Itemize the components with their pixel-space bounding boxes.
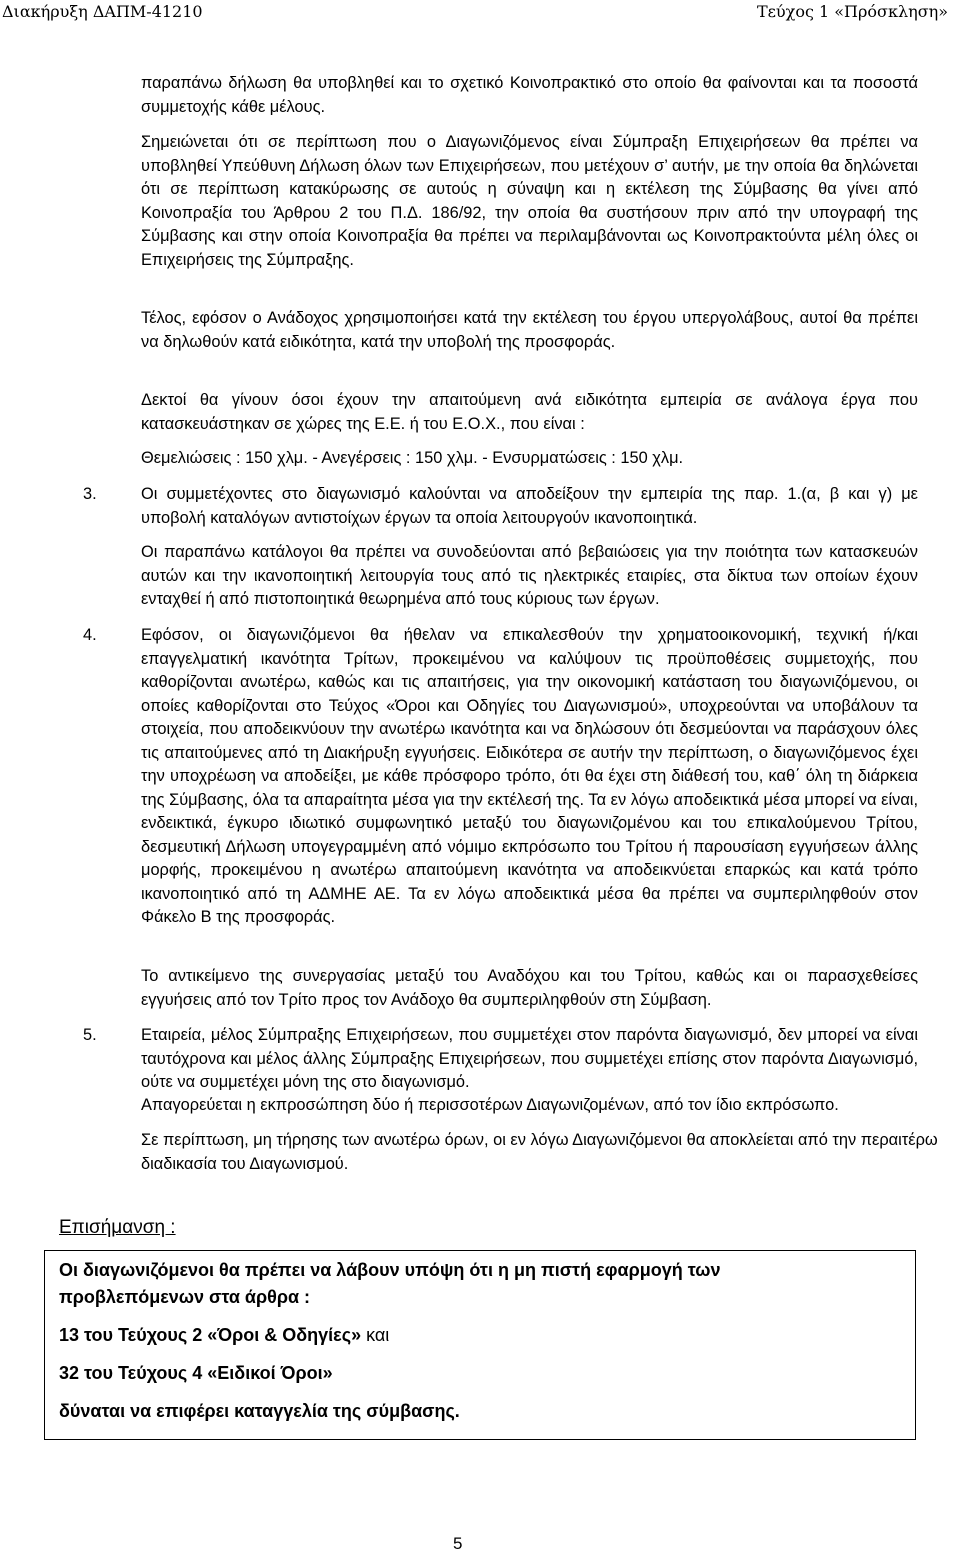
page-number: 5	[453, 1534, 463, 1553]
paragraph-consortium-agreement: παραπάνω δήλωση θα υποβληθεί και το σχετικό Κοινοπρακτικό στο οποίο θα φαίνονται και τα ποσοστά συμμετοχής κάθε μέλους.	[141, 74, 918, 116]
notice-line-5: δύναται να επιφέρει καταγγελία της σύμβασης.	[59, 1401, 460, 1421]
notice-line-1: Οι διαγωνιζόμενοι θα πρέπει να λάβουν υπόψη ότι η μη πιστή εφαρμογή των	[59, 1260, 721, 1280]
notice-line-3	[59, 1323, 389, 1347]
notice-and: και	[361, 1325, 390, 1345]
paragraph-experience-lengths: Θεμελιώσεις : 150 χλμ. - Ανεγέρσεις : 150 χλμ. - Ενσυρματώσεις : 150 χλμ.	[141, 449, 684, 467]
paragraph-item-4: Εφόσον, οι διαγωνιζόμενοι θα ήθελαν να επικαλεσθούν την χρηματοοικονομική, τεχνική ή/και επαγγελματική ικανότητα Τρίτων, προκειμένου να καλύψουν τις προϋποθέσεις συμμετοχής, που καθορίζονται ανωτέρω, καθώς και τις απαιτήσεις, για την οικονομική κατάσταση του διαγωνιζόμενου, οι οποίες καθορίζονται στο Τεύχος «Όροι και Οδηγίες του Διαγωνισμού», υποχρεούνται να υποβάλουν τα στοιχεία, που αποδεικνύουν την ανωτέρω ικανότητα και να δηλώσουν ότι δεσμεύονται να παράσχουν όλες τις απαιτούμενες από τη Διακήρυξη εγγυήσεις. Ειδικότερα σε αυτήν την περίπτωση, ο διαγωνιζόμενος έχει την υποχρέωση να αποδείξει, με κάθε πρόσφορο τρόπο, ότι θα έχει στη διάθεσή του, καθ΄ όλη τη διάρκεια της Σύμβασης, όλα τα απαραίτητα μέσα για την εκτέλεσή της. Τα εν λόγω αποδεικτικά μέσα μπορεί να είναι, ενδεικτικά, έγκυρο ιδιωτικό συμφωνητικό μεταξύ του διαγωνιζομένου και του επικαλούμενου Τρίτου, δεσμευτική Δήλωση υπογεγραμμένη από νόμιμο εκπρόσωπο του Τρίτου ή παρουσίαση εγγυήσεων άλλης μορφής, προκειμένου η ανωτέρω απαιτούμενη ικανότητα να αποδεικνύεται επαρκώς και κατά τρόπο ικανοποιητικό από τη ΑΔΜΗΕ ΑΕ. Τα εν λόγω αποδεικτικά μέσα θα πρέπει να συμπεριληφθούν στον Φάκελο Β της προσφοράς.	[141, 626, 918, 926]
paragraph-exclusion: Σε περίπτωση, μη τήρησης των ανωτέρω όρων, οι εν λόγω Διαγωνιζόμενοι θα αποκλείεται από την περαιτέρω διαδικασία του Διαγωνισμού.	[141, 1131, 938, 1173]
paragraph-subcontractors: Τέλος, εφόσον ο Ανάδοχος χρησιμοποιήσει κατά την εκτέλεση του έργου υπεργολάβους, αυτοί θα πρέπει να δηλωθούν κατά ειδικότητα, κατά την υποβολή της προσφοράς.	[141, 309, 918, 351]
paragraph-representation: Απαγορεύεται η εκπροσώπηση δύο ή περισσοτέρων Διαγωνιζομένων, από τον ίδιο εκπρόσωπο.	[141, 1096, 839, 1114]
paragraph-third-party: Το αντικείμενο της συνεργασίας μεταξύ του Αναδόχου και του Τρίτου, καθώς και οι παρασχεθείσες εγγυήσεις από τον Τρίτο προς τον Ανάδοχο θα συμπεριληφθούν στη Σύμβαση.	[141, 967, 918, 1009]
paragraph-item-3: Οι συμμετέχοντες στο διαγωνισμό καλούνται να αποδείξουν την εμπειρία της παρ. 1.(α, β και γ) με υποβολή καταλόγων αντιστοίχων έργων τα οποία λειτουργούν ικανοποιητικά.	[141, 485, 918, 527]
notice-title: Επισήμανση :	[59, 1217, 176, 1238]
item-number-4: 4.	[83, 626, 97, 644]
paragraph-certificates: Οι παραπάνω κατάλογοι θα πρέπει να συνοδεύονται από βεβαιώσεις για την ποιότητα των κατασκευών αυτών και την ικανοποιητική λειτουργία τους από τις ηλεκτρικές εταιρίες, στα δίκτυα των οποίων έχουν ενταχθεί ή από πιστοποιητικά θεωρημένα από τους κύριους των έργων.	[141, 543, 918, 608]
item-number-5: 5.	[83, 1026, 97, 1044]
notice-article-32: 32 του Τεύχους 4 «Ειδικοί Όροι»	[59, 1363, 333, 1383]
paragraph-experience: Δεκτοί θα γίνουν όσοι έχουν την απαιτούμενη ανά ειδικότητα εμπειρία σε ανάλογα έργα που κατασκευάστηκαν σε χώρες της Ε.Ε. ή του Ε.Ο.Χ., που είναι :	[141, 391, 918, 433]
notice-box	[44, 1250, 916, 1440]
paragraph-joint-venture: Σημειώνεται ότι σε περίπτωση που ο Διαγωνιζόμενος είναι Σύμπραξη Επιχειρήσεων θα πρέπει να υποβληθεί Υπεύθυνη Δήλωση όλων των Επιχειρήσεων, που μετέχουν σ’ αυτήν, με την οποία θα δηλώνεται ότι σε περίπτωση κατακύρωσης σε αυτούς η σύναψη και η εκτέλεση της Σύμβασης θα γίνει από Κοινοπραξία του Άρθρου 2 του Π.Δ. 186/92, την οποία θα συστήσουν πριν από την υπογραφή της Σύμβασης και στην οποία Κοινοπραξία θα πρέπει να περιλαμβάνονται ως Κοινοπρακτούντα μέλη όλες οι Επιχειρήσεις της Σύμπραξης.	[141, 133, 918, 269]
notice-article-13: 13 του Τεύχους 2 «Όροι & Οδηγίες»	[59, 1325, 362, 1345]
item-number-3: 3.	[83, 485, 97, 503]
header-document-id: Διακήρυξη ΔΑΠΜ-41210	[2, 2, 203, 21]
header-volume-title: Τεύχος 1 «Πρόσκληση»	[756, 2, 948, 21]
page-header	[0, 0, 960, 26]
notice-line-2: προβλεπόμενων στα άρθρα :	[59, 1287, 311, 1307]
paragraph-item-5: Εταιρεία, μέλος Σύμπραξης Επιχειρήσεων, που συμμετέχει στον παρόντα διαγωνισμό, δεν μπορεί να είναι ταυτόχρονα και μέλος άλλης Σύμπραξης Επιχειρήσεων, που συμμετέχει επίσης στον παρόντα Διαγωνισμό, ούτε να συμμετέχει μόνη της στο διαγωνισμό.	[141, 1026, 918, 1091]
